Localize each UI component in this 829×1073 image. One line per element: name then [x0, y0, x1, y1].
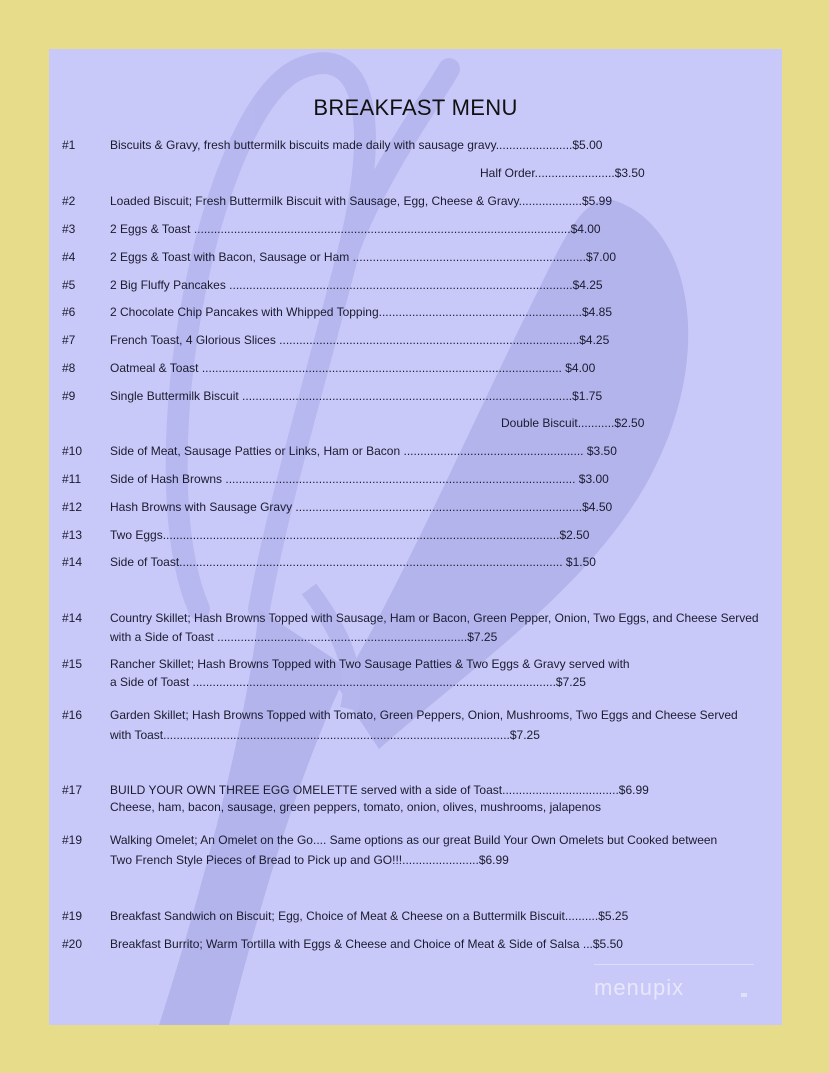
- item-text: Rancher Skillet; Hash Browns Topped with Two Sausage Patties & Two Eggs & Gravy served with: [110, 657, 630, 671]
- item-text: Breakfast Burrito; Warm Tortilla with Eggs & Cheese and Choice of Meat & Side of Salsa ...$5.50: [110, 937, 623, 951]
- item-text: BUILD YOUR OWN THREE EGG OMELETTE served with a side of Toast...................................$6.99: [110, 783, 649, 797]
- double-biscuit: Double Biscuit...........$2.50: [501, 416, 645, 430]
- item-number: #1: [62, 138, 76, 152]
- item-number: #11: [62, 472, 82, 486]
- item-number: #7: [62, 333, 76, 347]
- menupix-watermark: menupix: [594, 975, 685, 1000]
- item-text: Biscuits & Gravy, fresh buttermilk biscuits made daily with sausage gravy.......................$5.00: [110, 138, 603, 152]
- item-number: #14: [62, 611, 83, 625]
- item-number: #13: [62, 528, 83, 542]
- item-number: #12: [62, 500, 83, 514]
- item-number: #9: [62, 389, 76, 403]
- item-text: Breakfast Sandwich on Biscuit; Egg, Choice of Meat & Cheese on a Buttermilk Biscuit..........$5.25: [110, 909, 629, 923]
- item-text: Country Skillet; Hash Browns Topped with Sausage, Ham or Bacon, Green Pepper, Onion, Two Eggs, and Cheese Served: [110, 611, 759, 625]
- item-number: #19: [62, 833, 83, 847]
- item-text: a Side of Toast .............................................................................................................$7.25: [110, 675, 586, 689]
- item-number: #16: [62, 708, 83, 722]
- item-text: Garden Skillet; Hash Browns Topped with Tomato, Green Peppers, Onion, Mushrooms, Two Eggs and Cheese Served: [110, 708, 738, 722]
- item-number: #2: [62, 194, 76, 208]
- item-number: #20: [62, 937, 83, 951]
- item-number: #15: [62, 657, 83, 671]
- item-number: #4: [62, 250, 76, 264]
- item-text: Loaded Biscuit; Fresh Buttermilk Biscuit with Sausage, Egg, Cheese & Gravy...................$5.99: [110, 194, 613, 208]
- item-text: Side of Toast................................................................................................................... $1.50: [110, 555, 596, 569]
- item-number: #19: [62, 909, 83, 923]
- item-text: Side of Hash Browns ......................................................................................................... $3.00: [110, 472, 609, 486]
- item-number: #6: [62, 305, 76, 319]
- item-text: Oatmeal & Toast ............................................................................................................ $4.00: [110, 361, 596, 375]
- item-text: 2 Eggs & Toast with Bacon, Sausage or Ham ......................................................................$7.00: [110, 250, 616, 264]
- menu-panel: [49, 49, 782, 1025]
- item-text: Single Buttermilk Biscuit ...................................................................................................$1.75: [110, 389, 603, 403]
- item-text: Hash Browns with Sausage Gravy ......................................................................................$4.50: [110, 500, 613, 514]
- item-number: #5: [62, 278, 76, 292]
- watermark-line: [594, 964, 754, 965]
- item-text: with Toast........................................................................................................$7.25: [110, 728, 540, 742]
- item-number: #10: [62, 444, 83, 458]
- item-text: with a Side of Toast ...........................................................................$7.25: [110, 630, 498, 644]
- item-text: 2 Big Fluffy Pancakes .......................................................................................................$4.25: [110, 278, 603, 292]
- half-order: Half Order........................$3.50: [480, 166, 645, 180]
- menu-title: BREAKFAST MENU: [313, 95, 518, 120]
- watermark-dot: [741, 993, 747, 997]
- item-number: #14: [62, 555, 83, 569]
- item-text: Side of Meat, Sausage Patties or Links, Ham or Bacon ...................................................... $3.50: [110, 444, 617, 458]
- item-text: Cheese, ham, bacon, sausage, green peppers, tomato, onion, olives, mushrooms, jalapenos: [110, 800, 601, 814]
- item-number: #3: [62, 222, 76, 236]
- item-number: #17: [62, 783, 83, 797]
- item-text: Two French Style Pieces of Bread to Pick up and GO!!!.......................$6.99: [110, 853, 509, 867]
- item-number: #8: [62, 361, 76, 375]
- item-text: Two Eggs.......................................................................................................................$2.50: [110, 528, 590, 542]
- item-text: Walking Omelet; An Omelet on the Go.... Same options as our great Build Your Own Omelets but Cooked between: [110, 833, 718, 847]
- item-text: 2 Eggs & Toast .................................................................................................................$4.00: [110, 222, 601, 236]
- item-text: 2 Chocolate Chip Pancakes with Whipped Topping.............................................................$4.85: [110, 305, 613, 319]
- item-text: French Toast, 4 Glorious Slices ..........................................................................................$4.25: [110, 333, 610, 347]
